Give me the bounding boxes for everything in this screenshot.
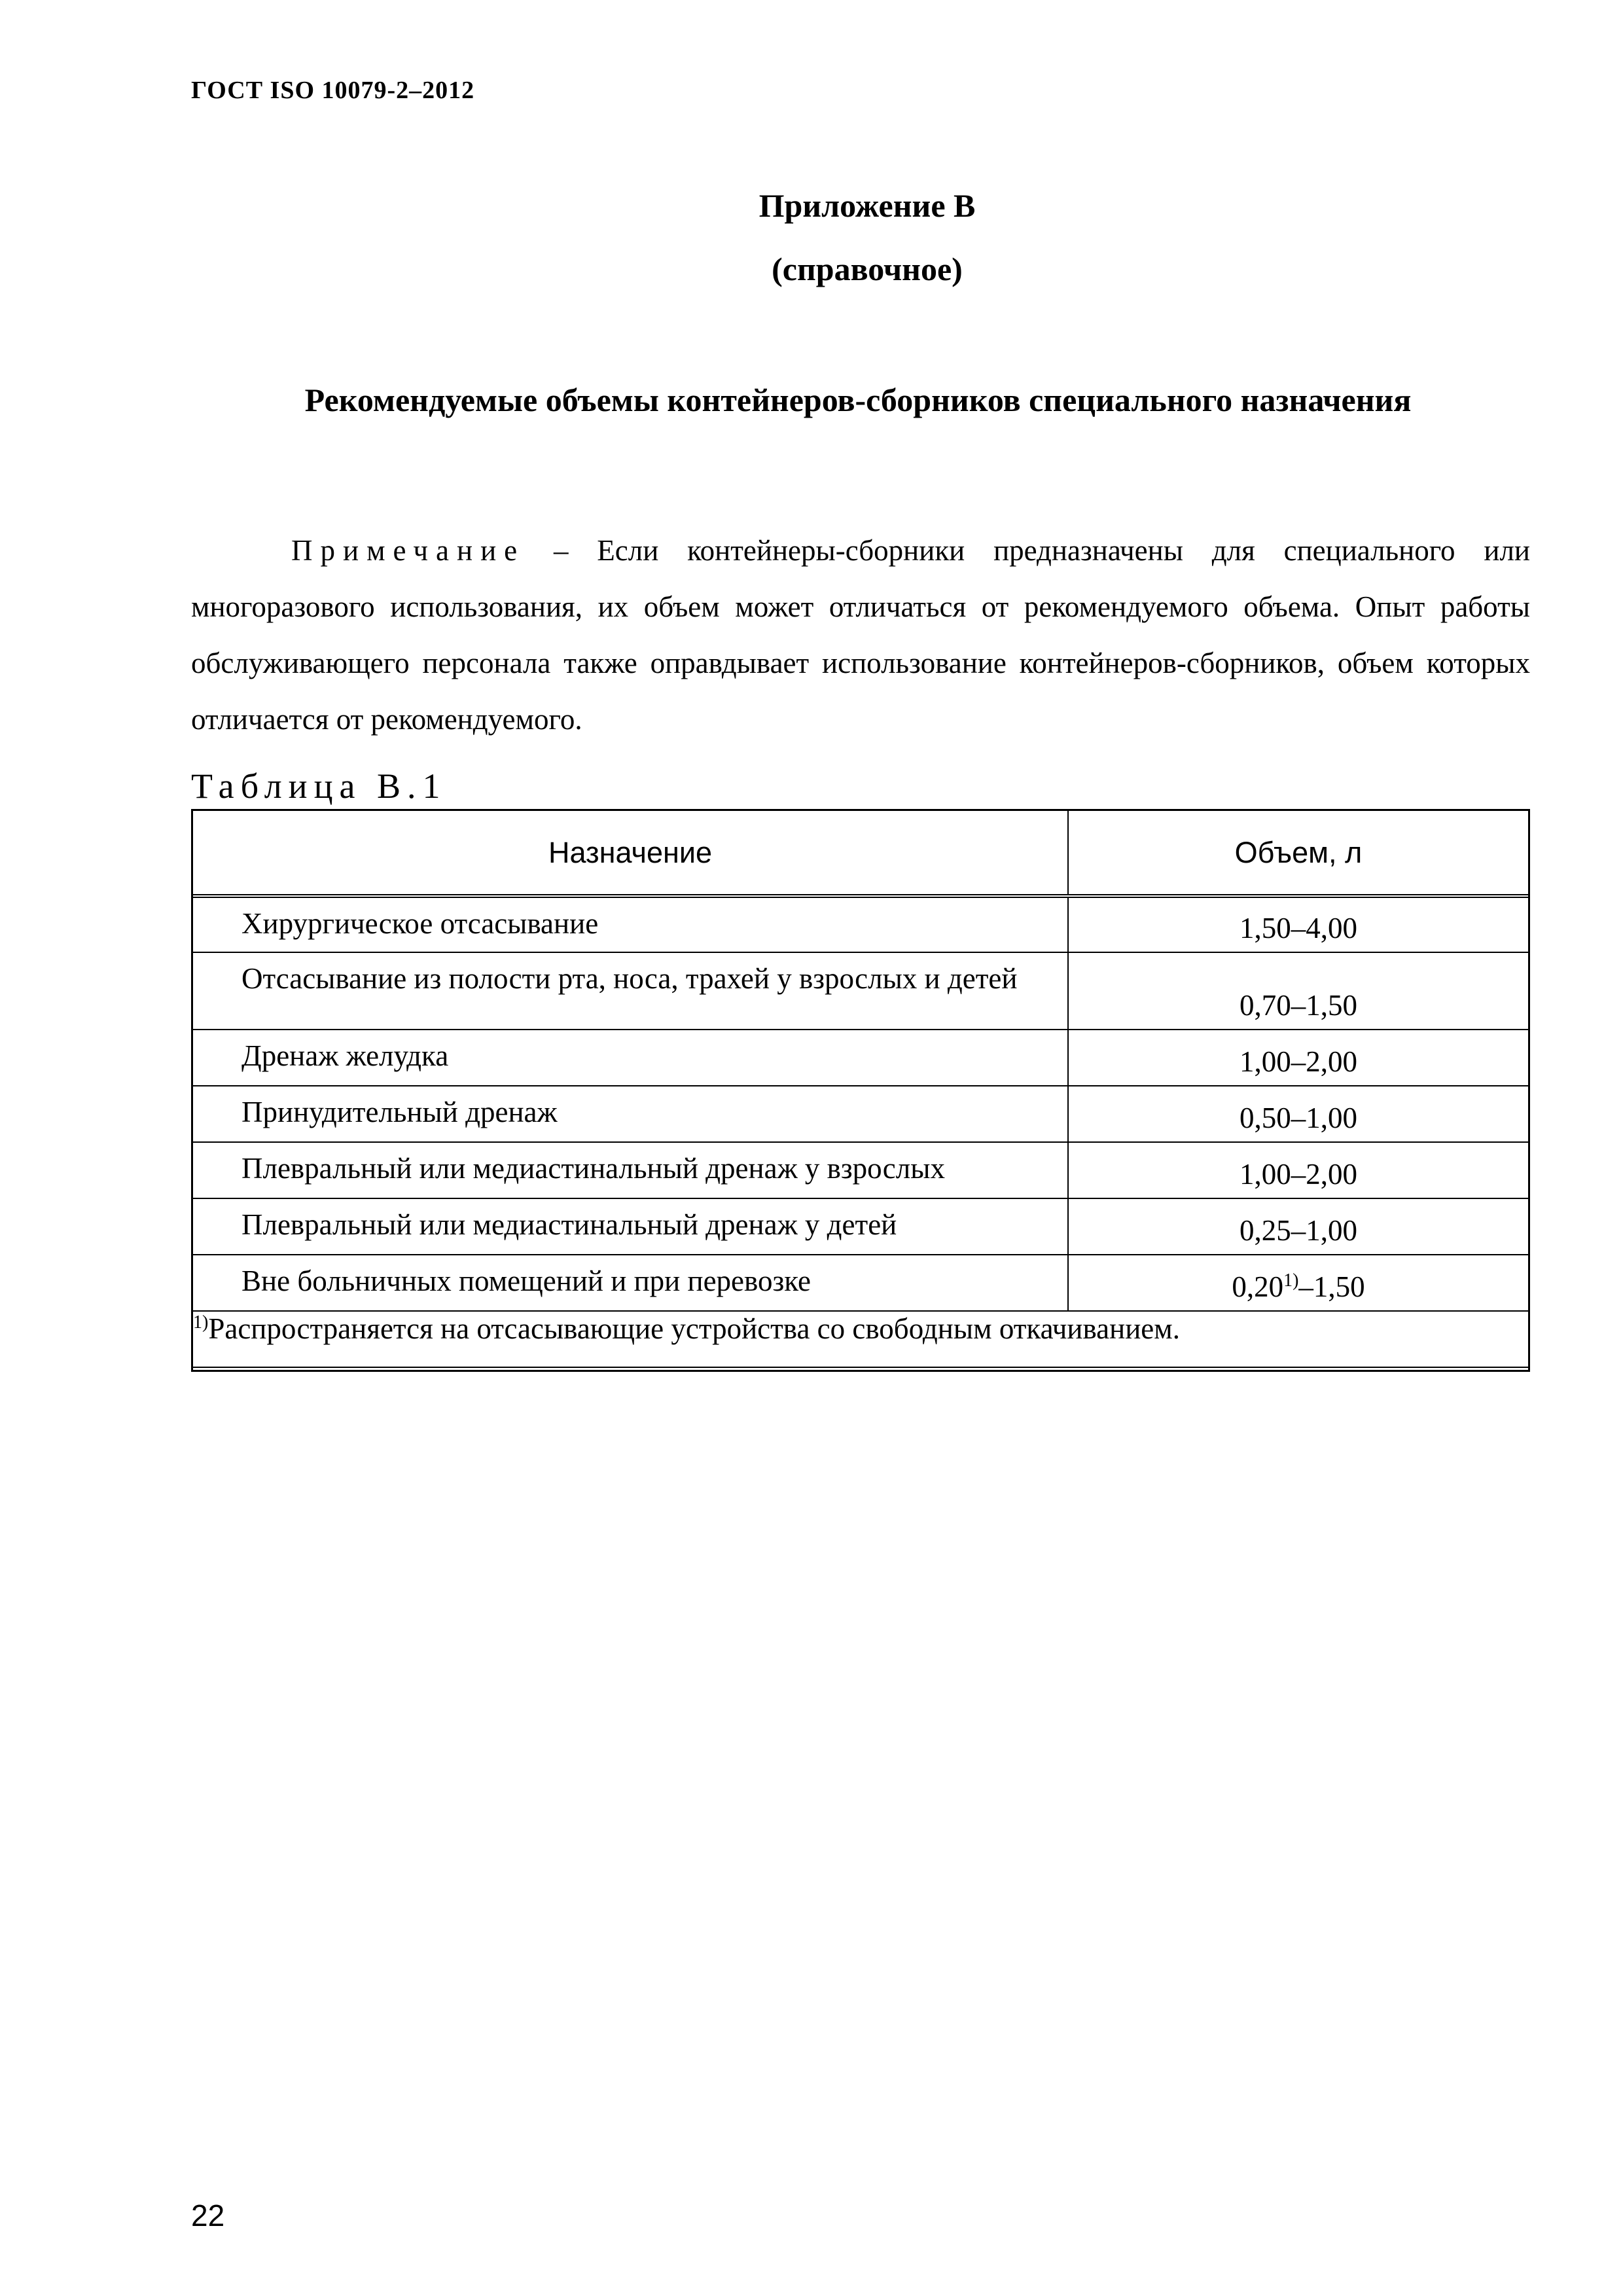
volumes-table-grid <box>193 811 1528 1368</box>
row-volume-end: –1,50 <box>1298 1270 1365 1303</box>
row-volume: 0,70–1,50 <box>1068 952 1528 1030</box>
page-number: 22 <box>191 2198 225 2233</box>
column-header-volume: Объем, л <box>1068 811 1528 896</box>
row-purpose: Дренаж желудка <box>193 1030 1068 1086</box>
footnote-reference: 1) <box>1283 1270 1299 1291</box>
row-purpose: Хирургическое отсасывание <box>193 896 1068 952</box>
section-title: Рекомендуемые объемы контейнеров-сборников специального назначения <box>304 382 1412 418</box>
note-paragraph <box>191 522 1530 747</box>
footnote-mark: 1) <box>193 1312 209 1333</box>
document-standard-id: ГОСТ ISO 10079-2–2012 <box>191 77 475 104</box>
note-label: Примечание <box>291 534 526 567</box>
row-volume: 0,50–1,00 <box>1068 1086 1528 1142</box>
appendix-subtitle: (справочное) <box>772 251 963 287</box>
row-purpose: Плевральный или медиастинальный дренаж у взрослых <box>193 1142 1068 1198</box>
row-purpose: Вне больничных помещений и при перевозке <box>193 1255 1068 1311</box>
footnote-text: Распространяется на отсасывающие устройства со свободным откачиванием. <box>208 1312 1180 1345</box>
row-volume: 1,50–4,00 <box>1068 896 1528 952</box>
table-row <box>193 1198 1528 1255</box>
row-volume <box>1068 1255 1528 1311</box>
table-row <box>193 952 1528 1030</box>
table-header-row <box>193 811 1528 896</box>
volumes-table <box>191 809 1530 1372</box>
row-volume: 1,00–2,00 <box>1068 1030 1528 1086</box>
row-purpose: Отсасывание из полости рта, носа, трахей у взрослых и детей <box>193 952 1068 1030</box>
table-row <box>193 1030 1528 1086</box>
row-volume: 0,25–1,00 <box>1068 1198 1528 1255</box>
row-volume-start: 0,20 <box>1232 1270 1284 1303</box>
table-row <box>193 1255 1528 1311</box>
row-volume: 1,00–2,00 <box>1068 1142 1528 1198</box>
table-footnote-row <box>193 1311 1528 1367</box>
table-row <box>193 896 1528 952</box>
row-purpose: Плевральный или медиастинальный дренаж у детей <box>193 1198 1068 1255</box>
column-header-purpose: Назначение <box>193 811 1068 896</box>
row-purpose: Принудительный дренаж <box>193 1086 1068 1142</box>
appendix-title: Приложение В <box>758 187 976 224</box>
table-row <box>193 1142 1528 1198</box>
table-label: Таблица В.1 <box>191 766 447 806</box>
note-text: – Если контейнеры-сборники предназначены для специального или многоразового использования, их объем может отличаться от рекомендуемого объема. Опыт работы обслуживающего персонала также оправдывает использование контейнеров-сборников, объем которых отличается от рекомендуемого. <box>191 534 1530 736</box>
table-footnote <box>193 1311 1528 1367</box>
table-row <box>193 1086 1528 1142</box>
